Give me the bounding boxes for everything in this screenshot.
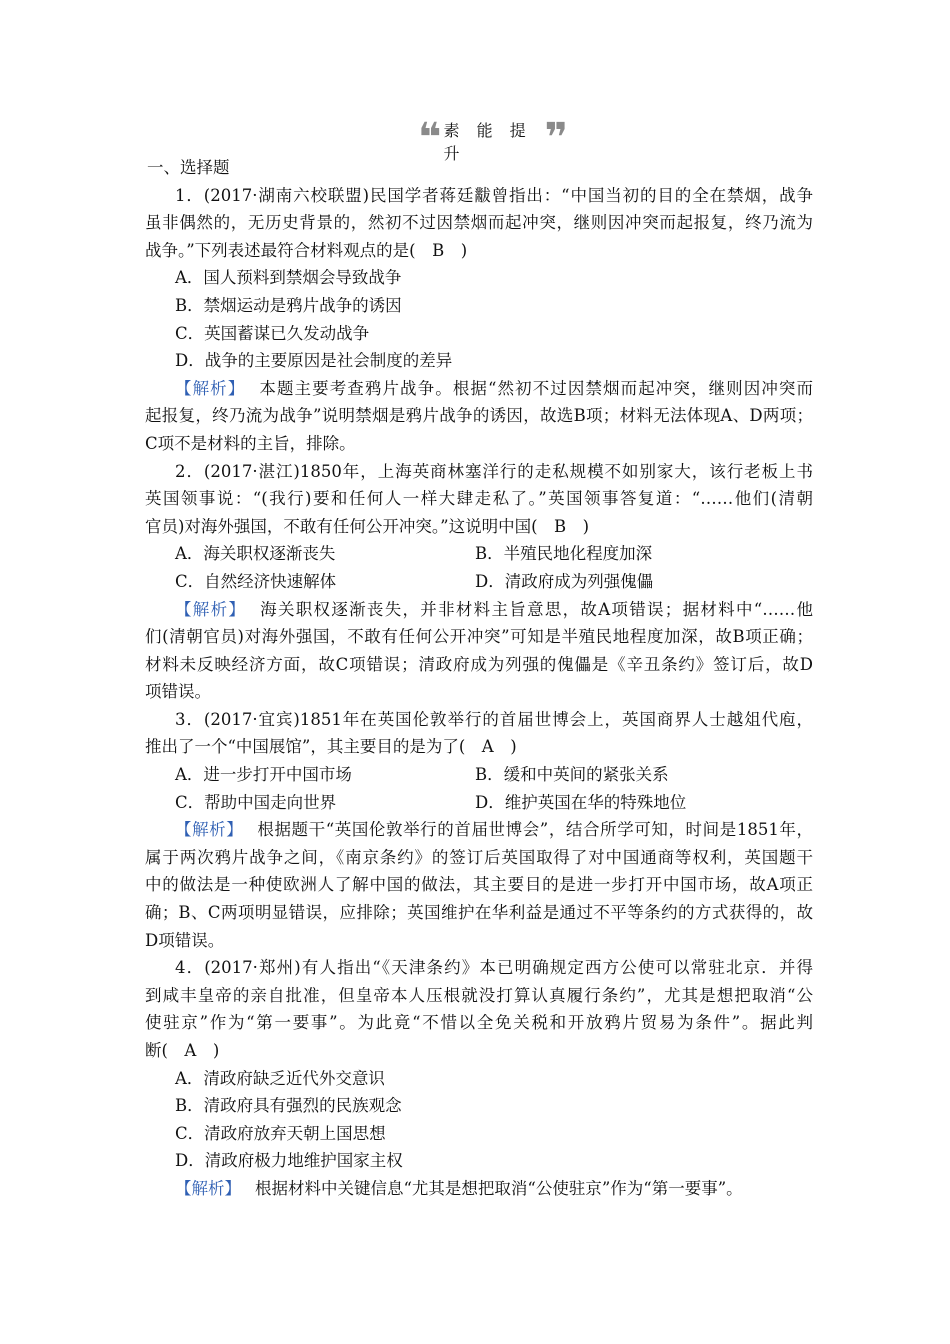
analysis-line: 起报复，终乃流为战争”说明禁烟是鸦片战争的诱因，故选B项；材料无法体现A、D两项； [145,406,813,426]
analysis-text: 本题主要考查鸦片战争。根据“然初不过因禁烟而起冲突，继则因冲突而 [259,378,814,398]
section-title: 一、选择题 [147,158,230,177]
question-stem-line: 3．(2017·宜宾)1851年在英国伦敦举行的首届世博会上，英国商界人士越俎代庖， [175,709,813,729]
question-stem-line: 2．(2017·湛江)1850年，上海英商林塞洋行的走私规模不如别家大，该行老板上书 [175,461,813,481]
question-1 [145,182,813,458]
option-b: B．半殖民地化程度加深 [475,544,653,564]
option-d: D．战争的主要原因是社会制度的差异 [175,351,453,371]
analysis-text: 根据题干“英国伦敦举行的首届世博会”，结合所学可知，时间是1851年， [257,820,813,840]
option-a: A．国人预料到禁烟会导致战争 [175,268,402,288]
analysis-text: 根据材料中关键信息“尤其是想把取消“公使驻京”作为“第一要事”。 [255,1178,743,1198]
option-b: B．禁烟运动是鸦片战争的诱因 [175,295,402,315]
option-d: D．维护英国在华的特殊地位 [475,792,687,812]
option-row [145,540,813,568]
analysis-line [145,816,813,844]
section-header [418,115,568,163]
question-stem-line: 1．(2017·湖南六校联盟)民国学者蒋廷黻曾指出：“中国当初的目的全在禁烟，战争 [175,185,813,205]
analysis-line: 确；B、C两项明显错误，应排除；英国维护在华利益是通过不平等条约的方式获得的，故 [145,903,813,923]
question-stem-line: 到咸丰皇帝的亲自批准，但皇帝本人压根就没打算认真履行条约”，尤其是想把取消“公 [145,985,813,1005]
analysis-line: C项不是材料的主旨，排除。 [145,433,356,453]
analysis-line: D项错误。 [145,930,225,950]
open-quote-icon: ❝ [418,115,442,161]
question-stem-line: 4．(2017·郑州)有人指出“《天津条约》本已明确规定西方公使可以常驻北京．并得 [175,958,813,978]
option-c: C．英国蓄谋已久发动战争 [175,323,370,343]
question-4 [145,954,813,1202]
option-d: D．清政府极力地维护国家主权 [175,1151,403,1171]
option-a: A．进一步打开中国市场 [175,765,352,785]
question-stem-line: 战争。”下列表述最符合材料观点的是( B ) [145,240,468,260]
question-content [145,154,813,1203]
analysis-line: 项错误。 [145,682,211,702]
option-a: A．海关职权逐渐丧失 [175,544,336,564]
question-stem-line: 英国领事说：“(我行)要和任何人一样大肆走私了。”英国领事答复道：“……他们(清朝 [145,489,813,509]
analysis-line [145,375,813,403]
option-row [145,761,813,789]
analysis-line: 中的做法是一种使欧洲人了解中国的做法，其主要目的是进一步打开中国市场，故A项正 [145,875,813,895]
analysis-text: 海关职权逐渐丧失，并非材料主旨意思，故A项错误；据材料中“……他 [260,599,813,619]
question-3 [145,706,813,954]
analysis-line: 们(清朝官员)对海外强国，不敢有任何公开冲突”可知是半殖民地程度加深，故B项正确； [145,627,813,647]
close-quote-icon: ❞ [544,115,568,161]
question-stem-line: 使驻京”作为“第一要事”。为此竟“不惜以全免关税和开放鸦片贸易为条件”。据此判 [145,1013,813,1033]
header-title: 素 能 提 升 [443,121,532,163]
analysis-tag: 【解析】 [175,378,246,398]
analysis-line: 属于两次鸦片战争之间，《南京条约》的签订后英国取得了对中国通商等权利，英国题干 [145,847,813,867]
analysis-tag: 【解析】 [175,1178,241,1198]
option-c: C．自然经济快速解体 [175,571,337,591]
analysis-line: 材料未反映经济方面，故C项错误；清政府成为列强的傀儡是《辛丑条约》签订后，故D [145,654,813,674]
analysis-line [145,596,813,624]
option-d: D．清政府成为列强傀儡 [475,571,654,591]
question-2 [145,458,813,706]
option-row [145,789,813,817]
analysis-line [145,1175,813,1203]
question-stem-line: 官员)对海外强国，不敢有任何公开冲突。”这说明中国( B ) [145,516,590,536]
option-b: B．清政府具有强烈的民族观念 [175,1096,402,1116]
analysis-tag: 【解析】 [175,820,244,840]
option-c: C．帮助中国走向世界 [175,792,337,812]
option-c: C．清政府放弃天朝上国思想 [175,1123,386,1143]
question-stem-line: 虽非偶然的，无历史背景的，然初不过因禁烟而起冲突，继则因冲突而起报复，终乃流为 [145,213,813,233]
option-a: A．清政府缺乏近代外交意识 [175,1068,385,1088]
question-stem-line: 断( A ) [145,1041,220,1060]
question-stem-line: 推出了一个“中国展馆”，其主要目的是为了( A ) [145,737,517,757]
option-row [145,568,813,596]
option-b: B．缓和中英间的紧张关系 [475,765,669,785]
analysis-tag: 【解析】 [175,599,247,619]
